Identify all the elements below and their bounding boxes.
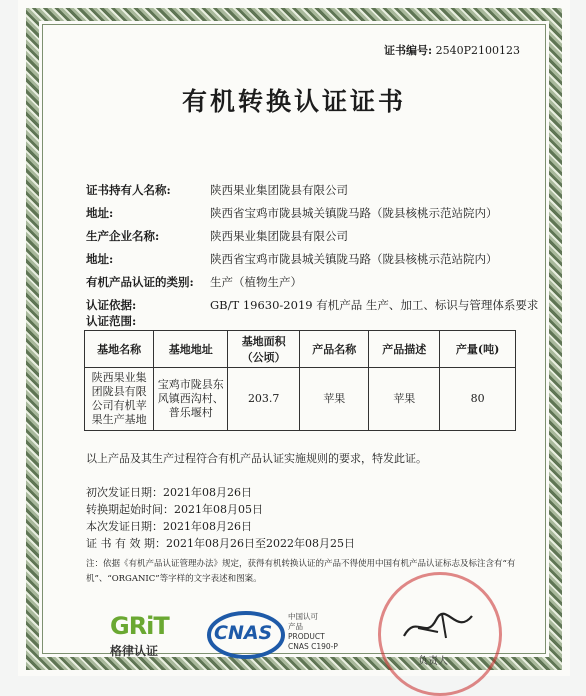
date-value: 2021年08月26日 (163, 486, 252, 499)
table-header-row (85, 331, 516, 368)
cnas-line: PRODUCT (288, 632, 325, 641)
cnas-line: CNAS C190-P (288, 642, 338, 651)
field-value: 陕西果业集团陇县有限公司 (210, 229, 348, 243)
date-value: 2021年08月05日 (174, 503, 263, 516)
field-producer-name (86, 228, 348, 244)
date-label: 证 书 有 效 期： (86, 537, 166, 550)
cert-number-label: 证书编号: (384, 44, 433, 57)
field-value: 陕西省宝鸡市陇县城关镇陇马路（陇县核桃示范站院内） (210, 252, 498, 266)
field-label: 认证依据: (86, 298, 137, 312)
cnas-logo-text: CNAS (214, 622, 273, 644)
cnas-line: 产品 (288, 622, 303, 631)
table-cell: 203.7 (228, 368, 300, 431)
table-row (85, 368, 516, 431)
date-conversion-start (86, 501, 263, 517)
field-label: 证书持有人名称: (86, 183, 171, 197)
grit-logo-text: GRiT (110, 612, 169, 640)
field-label: 地址: (86, 252, 114, 266)
table-header: 基地面积（公顷） (228, 331, 300, 368)
grit-logo (110, 612, 170, 662)
field-value: GB/T 19630-2019 有机产品 生产、加工、标识与管理体系要求 (210, 298, 539, 312)
field-label: 有机产品认证的类别: (86, 275, 194, 289)
grit-logo-subtext: 格律认证 (110, 644, 159, 658)
field-producer-address (86, 251, 498, 267)
page-title: 有机转换认证证书 (181, 87, 406, 116)
field-category (86, 274, 302, 290)
table-cell: 苹果 (369, 368, 440, 431)
field-holder-address (86, 205, 498, 221)
statement: 以上产品及其生产过程符合有机产品认证实施规则的要求，特发此证。 (86, 452, 427, 465)
table-header: 产品名称 (300, 331, 369, 368)
cnas-logo (206, 610, 366, 666)
signature-icon (398, 606, 478, 646)
field-label: 认证范围: (86, 314, 137, 328)
field-value: 陕西省宝鸡市陇县城关镇陇马路（陇县核桃示范站院内） (210, 206, 498, 220)
field-label: 生产企业名称: (86, 229, 160, 243)
field-value: 生产（植物生产） (210, 275, 302, 289)
cnas-line: 中国认可 (288, 612, 318, 621)
table-cell: 苹果 (300, 368, 369, 431)
field-basis (86, 297, 539, 313)
date-value: 2021年08月26日至2022年08月25日 (166, 537, 355, 550)
certificate-page (18, 0, 570, 676)
field-value: 陕西果业集团陇县有限公司 (210, 183, 348, 197)
date-label: 转换期起始时间： (86, 503, 174, 516)
table-cell: 80 (440, 368, 516, 431)
seal-caption: 负责人 (418, 656, 448, 667)
table-header: 产量(吨) (440, 331, 516, 368)
table-header: 产品描述 (369, 331, 440, 368)
table-header: 基地地址 (154, 331, 228, 368)
date-current-issue (86, 518, 252, 534)
date-label: 初次发证日期： (86, 486, 163, 499)
cert-number-value: 2540P2100123 (435, 44, 520, 57)
cert-number (384, 42, 520, 58)
date-label: 本次发证日期： (86, 520, 163, 533)
table-cell: 陕西果业集团陇县有限公司有机苹果生产基地 (85, 368, 154, 431)
footnote: 注：依据《有机产品认证管理办法》规定，获得有机转换认证的产品不得使用中国有机产品认证标志及标注含有“有机”、“ORGANIC”等字样的文字表述和图案。 (86, 559, 516, 584)
date-first-issue (86, 484, 252, 500)
table-header: 基地名称 (85, 331, 154, 368)
field-label: 地址: (86, 206, 114, 220)
date-validity (86, 535, 355, 551)
scope-table (84, 330, 516, 431)
table-cell: 宝鸡市陇县东风镇西沟村、普乐堰村 (154, 368, 228, 431)
date-value: 2021年08月26日 (163, 520, 252, 533)
field-scope (86, 313, 136, 329)
field-holder-name (86, 182, 348, 198)
